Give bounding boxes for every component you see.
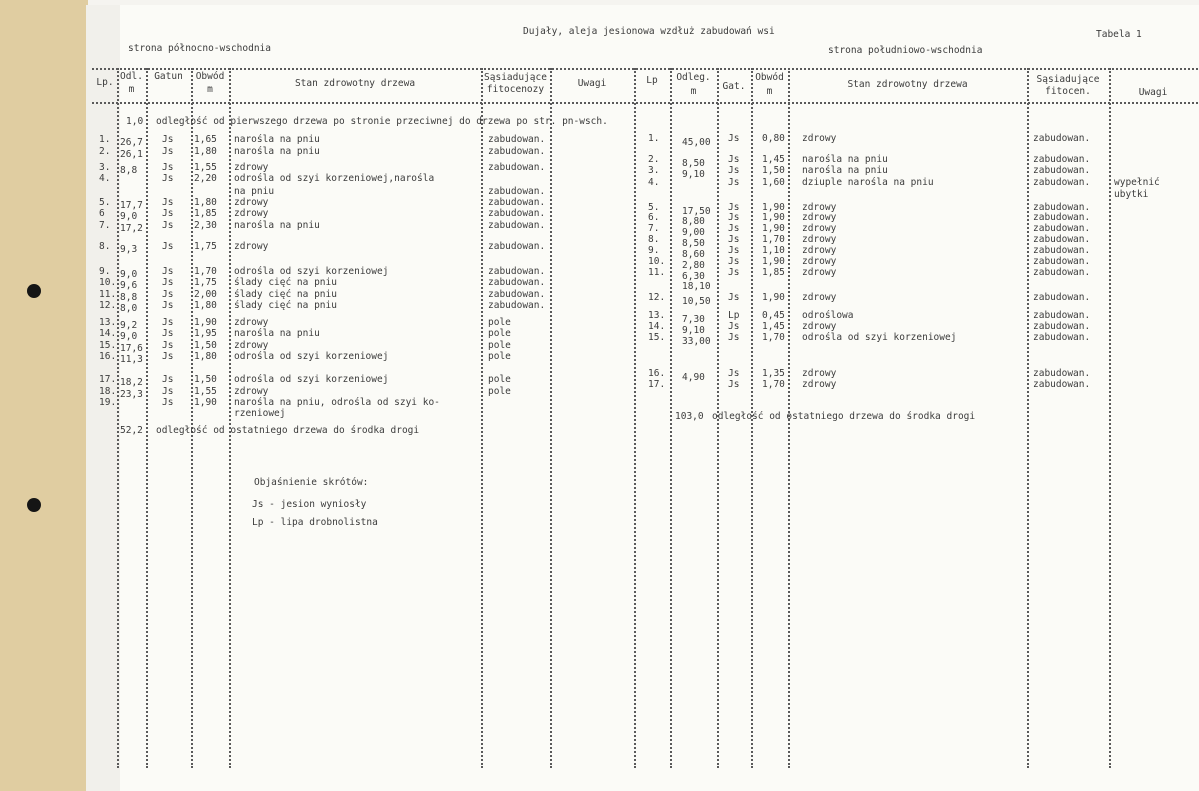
left-lp: 3. — [99, 162, 111, 173]
left-species: Js — [162, 197, 174, 208]
right-health-state: zdrowy — [802, 292, 837, 303]
left-lp: 13. — [99, 317, 117, 328]
right-circumference: 1,90 — [762, 292, 785, 303]
right-neighbouring-phytocoenosis: zabudowan. — [1033, 133, 1091, 144]
header-r-odl-top: Odleg. — [676, 72, 711, 83]
right-neighbouring-phytocoenosis: zabudowan. — [1033, 332, 1091, 343]
left-circumference: 1,80 — [194, 300, 217, 311]
right-circumference: 1,45 — [762, 154, 785, 165]
left-neighbouring-phytocoenosis: pole — [488, 340, 511, 351]
right-distance: 45,00 — [682, 137, 711, 148]
left-lp: 14. — [99, 328, 117, 339]
right-health-state: zdrowy — [802, 379, 837, 390]
right-circumference: 1,90 — [762, 202, 785, 213]
left-lp: 5. — [99, 197, 111, 208]
left-lp: 11. — [99, 289, 117, 300]
right-species: Js — [728, 321, 740, 332]
right-distance: 33,00 — [682, 336, 711, 347]
right-lp: 10. — [648, 256, 666, 267]
left-species: Js — [162, 266, 174, 277]
left-circumference: 2,00 — [194, 289, 217, 300]
right-circumference: 0,45 — [762, 310, 785, 321]
left-neighbouring-phytocoenosis: zabudowan. — [488, 146, 546, 157]
right-distance: 8,80 — [682, 216, 705, 227]
left-neighbouring-phytocoenosis: zabudowan. — [488, 241, 546, 252]
left-health-state: ślady cięć na pniu — [234, 277, 337, 288]
right-distance: 8,50 — [682, 238, 705, 249]
left-distance: 8,8 — [120, 165, 138, 176]
right-health-state: odroślowa — [802, 310, 854, 321]
left-lp: 6 — [99, 208, 105, 219]
right-neighbouring-phytocoenosis: zabudowan. — [1033, 379, 1091, 390]
right-lp: 16. — [648, 368, 666, 379]
right-health-state: zdrowy — [802, 212, 837, 223]
left-distance: 9,0 — [120, 269, 138, 280]
side-label-left: strona północno-wschodnia — [128, 43, 271, 54]
right-circumference: 1,70 — [762, 379, 785, 390]
right-species: Js — [728, 379, 740, 390]
left-circumference: 1,75 — [194, 277, 217, 288]
left-distance: 9,0 — [120, 211, 138, 222]
left-distance: 9,6 — [120, 280, 138, 291]
left-circumference: 1,90 — [194, 397, 217, 408]
left-health-state: ślady cięć na pniu — [234, 300, 337, 311]
right-circumference: 1,60 — [762, 177, 785, 188]
right-species: Js — [728, 223, 740, 234]
left-health-state: zdrowy — [234, 241, 269, 252]
header-r-sas2: fitocen. — [1045, 86, 1091, 97]
right-species: Js — [728, 202, 740, 213]
right-species: Js — [728, 267, 740, 278]
punch-hole — [27, 498, 41, 512]
header-r-uwagi: Uwagi — [1138, 87, 1168, 98]
left-neighbouring-phytocoenosis: zabudowan. — [488, 300, 546, 311]
column-divider — [550, 68, 552, 768]
column-divider — [634, 68, 636, 768]
right-health-state: zdrowy — [802, 223, 837, 234]
right-lp: 2. — [648, 154, 660, 165]
right-neighbouring-phytocoenosis: zabudowan. — [1033, 310, 1091, 321]
left-health-state: narośla na pniu, odrośla od szyi ko- — [234, 397, 440, 408]
left-species: Js — [162, 340, 174, 351]
right-distance: 17,50 — [682, 206, 711, 217]
left-species: Js — [162, 208, 174, 219]
right-lp: 13. — [648, 310, 666, 321]
column-divider — [229, 68, 231, 768]
left-lp: 18. — [99, 386, 117, 397]
right-circumference: 1,90 — [762, 212, 785, 223]
right-species: Lp — [728, 310, 740, 321]
right-health-state: zdrowy — [802, 321, 837, 332]
right-lp: 14. — [648, 321, 666, 332]
right-species: Js — [728, 154, 740, 165]
left-species: Js — [162, 146, 174, 157]
left-species: Js — [162, 328, 174, 339]
left-intro-distance: 1,0 — [126, 116, 144, 127]
left-neighbouring-phytocoenosis: pole — [488, 317, 511, 328]
left-intro-text: odległość od pierwszego drzewa po stronie przeciwnej do drzewa po str. pn-wsch. — [156, 116, 608, 127]
right-circumference: 1,35 — [762, 368, 785, 379]
header-sas1: Sąsiadujące — [484, 72, 547, 83]
left-health-state: zdrowy — [234, 340, 269, 351]
legend-item: Lp - lipa drobnolistna — [252, 517, 378, 528]
left-circumference: 1,85 — [194, 208, 217, 219]
left-neighbouring-phytocoenosis: zabudowan. — [488, 220, 546, 231]
left-lp: 9. — [99, 266, 111, 277]
left-distance: 17,7 — [120, 200, 143, 211]
right-neighbouring-phytocoenosis: zabudowan. — [1033, 223, 1091, 234]
right-neighbouring-phytocoenosis: zabudowan. — [1033, 368, 1091, 379]
left-health-state: zdrowy — [234, 162, 269, 173]
left-neighbouring-phytocoenosis: zabudowan. — [488, 277, 546, 288]
right-distance: 8,50 — [682, 158, 705, 169]
left-circumference: 1,50 — [194, 374, 217, 385]
right-species: Js — [728, 165, 740, 176]
left-lp: 7. — [99, 220, 111, 231]
header-r-odl-unit: m — [690, 86, 697, 97]
right-species: Js — [728, 245, 740, 256]
left-circumference: 1,80 — [194, 351, 217, 362]
left-lp: 1. — [99, 134, 111, 145]
right-species: Js — [728, 177, 740, 188]
left-health-state: na pniu — [234, 186, 275, 197]
column-divider — [117, 68, 119, 768]
right-species: Js — [728, 368, 740, 379]
right-health-state: zdrowy — [802, 256, 837, 267]
left-lp: 12. — [99, 300, 117, 311]
column-divider — [191, 68, 193, 768]
header-odl-unit: m — [128, 84, 135, 95]
right-distance: 9,10 — [682, 325, 705, 336]
right-lp: 5. — [648, 202, 660, 213]
left-health-state: odrośla od szyi korzeniowej — [234, 374, 389, 385]
legend-item: Js - jesion wyniosły — [252, 499, 367, 510]
right-footer-text: odległość od ostatniego drzewa do środka drogi — [712, 411, 976, 422]
right-species: Js — [728, 212, 740, 223]
header-uwagi: Uwagi — [577, 78, 607, 89]
right-neighbouring-phytocoenosis: zabudowan. — [1033, 256, 1091, 267]
left-species: Js — [162, 277, 174, 288]
left-circumference: 1,50 — [194, 340, 217, 351]
right-health-state: odrośla od szyi korzeniowej — [802, 332, 957, 343]
left-health-state: odrośla od szyi korzeniowej — [234, 351, 389, 362]
left-species: Js — [162, 289, 174, 300]
header-lp: Lp. — [96, 77, 114, 88]
left-lp: 19. — [99, 397, 117, 408]
left-species: Js — [162, 386, 174, 397]
right-distance: 18,10 — [682, 281, 711, 292]
right-lp: 12. — [648, 292, 666, 303]
column-divider — [146, 68, 148, 768]
right-species: Js — [728, 292, 740, 303]
right-circumference: 1,70 — [762, 332, 785, 343]
right-health-state: zdrowy — [802, 202, 837, 213]
right-lp: 9. — [648, 245, 660, 256]
left-distance: 17,2 — [120, 223, 143, 234]
right-distance: 8,60 — [682, 249, 705, 260]
right-lp: 15. — [648, 332, 666, 343]
left-distance: 9,3 — [120, 244, 138, 255]
right-circumference: 1,10 — [762, 245, 785, 256]
left-distance: 11,3 — [120, 354, 143, 365]
column-divider — [1109, 68, 1111, 768]
right-health-state: zdrowy — [802, 267, 837, 278]
right-neighbouring-phytocoenosis: zabudowan. — [1033, 202, 1091, 213]
right-circumference: 0,80 — [762, 133, 785, 144]
right-neighbouring-phytocoenosis: zabudowan. — [1033, 292, 1091, 303]
column-divider — [481, 68, 483, 768]
left-circumference: 1,70 — [194, 266, 217, 277]
left-neighbouring-phytocoenosis: pole — [488, 374, 511, 385]
left-species: Js — [162, 317, 174, 328]
header-r-stan: Stan zdrowotny drzewa — [847, 79, 968, 90]
left-distance: 18,2 — [120, 377, 143, 388]
header-r-gat: Gat. — [722, 81, 746, 92]
right-remarks: ubytki — [1114, 189, 1149, 200]
left-lp: 15. — [99, 340, 117, 351]
left-neighbouring-phytocoenosis: zabudowan. — [488, 208, 546, 219]
header-sas2: fitocenozy — [486, 84, 545, 95]
legend-title: Objaśnienie skrótów: — [254, 477, 369, 488]
left-species: Js — [162, 300, 174, 311]
left-neighbouring-phytocoenosis: zabudowan. — [488, 186, 546, 197]
right-circumference: 1,50 — [762, 165, 785, 176]
left-distance: 8,0 — [120, 303, 138, 314]
right-health-state: zdrowy — [802, 234, 837, 245]
left-lp: 4. — [99, 173, 111, 184]
right-lp: 11. — [648, 267, 666, 278]
punch-hole — [27, 284, 41, 298]
left-neighbouring-phytocoenosis: pole — [488, 351, 511, 362]
left-health-state: narośla na pniu — [234, 328, 320, 339]
header-obwod-top: Obwód — [195, 71, 225, 82]
left-distance: 9,0 — [120, 331, 138, 342]
right-health-state: zdrowy — [802, 133, 837, 144]
right-species: Js — [728, 133, 740, 144]
right-distance: 6,30 — [682, 271, 705, 282]
right-distance: 2,80 — [682, 260, 705, 271]
left-lp: 17. — [99, 374, 117, 385]
left-health-state: ślady cięć na pniu — [234, 289, 337, 300]
right-species: Js — [728, 256, 740, 267]
right-neighbouring-phytocoenosis: zabudowan. — [1033, 267, 1091, 278]
left-neighbouring-phytocoenosis: pole — [488, 328, 511, 339]
left-footer-distance: 52,2 — [120, 425, 143, 436]
right-neighbouring-phytocoenosis: zabudowan. — [1033, 165, 1091, 176]
right-distance: 9,10 — [682, 169, 705, 180]
header-gatunek: Gatun — [154, 71, 183, 82]
header-obwod-unit: m — [207, 84, 213, 95]
right-neighbouring-phytocoenosis: zabudowan. — [1033, 154, 1091, 165]
left-neighbouring-phytocoenosis: pole — [488, 386, 511, 397]
right-lp: 7. — [648, 223, 660, 234]
left-footer-text: odległość od ostatniego drzewa do środka drogi — [156, 425, 420, 436]
right-health-state: narośla na pniu — [802, 154, 888, 165]
left-circumference: 1,80 — [194, 197, 217, 208]
header-r-lp: Lp — [646, 75, 658, 86]
left-neighbouring-phytocoenosis: zabudowan. — [488, 134, 546, 145]
left-lp: 16. — [99, 351, 117, 362]
right-health-state: dziuple narośla na pniu — [802, 177, 934, 188]
left-neighbouring-phytocoenosis: zabudowan. — [488, 197, 546, 208]
left-circumference: 1,55 — [194, 386, 217, 397]
left-circumference: 2,30 — [194, 220, 217, 231]
column-divider — [670, 68, 672, 768]
right-species: Js — [728, 332, 740, 343]
right-distance: 9,00 — [682, 227, 705, 238]
left-health-state: zdrowy — [234, 386, 269, 397]
right-circumference: 1,70 — [762, 234, 785, 245]
left-species: Js — [162, 162, 174, 173]
left-distance: 26,1 — [120, 149, 143, 160]
left-neighbouring-phytocoenosis: zabudowan. — [488, 266, 546, 277]
left-distance: 26,7 — [120, 137, 143, 148]
header-odl-top: Odl. — [120, 71, 143, 82]
left-species: Js — [162, 351, 174, 362]
left-lp: 10. — [99, 277, 117, 288]
right-lp: 1. — [648, 133, 660, 144]
side-label-right: strona południowo-wschodnia — [828, 45, 983, 56]
right-circumference: 1,90 — [762, 223, 785, 234]
left-health-state: odrośla od szyi korzeniowej,narośla — [234, 173, 435, 184]
left-neighbouring-phytocoenosis: zabudowan. — [488, 289, 546, 300]
left-health-state: narośla na pniu — [234, 134, 320, 145]
rule-line — [92, 102, 1198, 104]
right-species: Js — [728, 234, 740, 245]
table-number: Tabela 1 — [1096, 29, 1142, 40]
right-lp: 8. — [648, 234, 660, 245]
left-neighbouring-phytocoenosis: zabudowan. — [488, 162, 546, 173]
right-remarks: wypełnić — [1114, 177, 1160, 188]
left-health-state: rzeniowej — [234, 408, 286, 419]
left-distance: 8,8 — [120, 292, 138, 303]
document-title: Dujały, aleja jesionowa wzdłuż zabudowań wsi — [523, 26, 775, 37]
right-lp: 4. — [648, 177, 660, 188]
column-divider — [1027, 68, 1029, 768]
right-distance: 10,50 — [682, 296, 711, 307]
left-species: Js — [162, 220, 174, 231]
left-species: Js — [162, 397, 174, 408]
right-circumference: 1,90 — [762, 256, 785, 267]
left-circumference: 1,90 — [194, 317, 217, 328]
binder-background — [0, 0, 88, 791]
right-neighbouring-phytocoenosis: zabudowan. — [1033, 177, 1091, 188]
left-distance: 17,6 — [120, 343, 143, 354]
header-r-sas1: Sąsiadujące — [1036, 74, 1100, 85]
left-circumference: 1,75 — [194, 241, 217, 252]
left-circumference: 1,95 — [194, 328, 217, 339]
right-lp: 6. — [648, 212, 660, 223]
right-distance: 4,90 — [682, 372, 705, 383]
left-health-state: narośla na pniu — [234, 220, 320, 231]
right-health-state: narośla na pniu — [802, 165, 888, 176]
left-health-state: zdrowy — [234, 197, 269, 208]
right-neighbouring-phytocoenosis: zabudowan. — [1033, 245, 1091, 256]
right-distance: 7,30 — [682, 314, 705, 325]
right-lp: 3. — [648, 165, 660, 176]
left-health-state: odrośla od szyi korzeniowej — [234, 266, 389, 277]
left-species: Js — [162, 173, 174, 184]
left-species: Js — [162, 134, 174, 145]
right-footer-distance: 103,0 — [675, 411, 704, 422]
left-health-state: narośla na pniu — [234, 146, 320, 157]
right-neighbouring-phytocoenosis: zabudowan. — [1033, 212, 1091, 223]
left-circumference: 1,65 — [194, 134, 217, 145]
right-circumference: 1,45 — [762, 321, 785, 332]
left-circumference: 2,20 — [194, 173, 217, 184]
left-circumference: 1,55 — [194, 162, 217, 173]
header-r-obwod-top: Obwód — [755, 72, 784, 83]
left-species: Js — [162, 241, 174, 252]
header-r-obwod-unit: m — [766, 86, 773, 97]
right-health-state: zdrowy — [802, 368, 837, 379]
left-lp: 8. — [99, 241, 111, 252]
right-neighbouring-phytocoenosis: zabudowan. — [1033, 234, 1091, 245]
right-circumference: 1,85 — [762, 267, 785, 278]
left-species: Js — [162, 374, 174, 385]
left-distance: 9,2 — [120, 320, 138, 331]
left-lp: 2. — [99, 146, 111, 157]
rule-line — [92, 68, 1198, 70]
right-neighbouring-phytocoenosis: zabudowan. — [1033, 321, 1091, 332]
header-stan: Stan zdrowotny drzewa — [294, 78, 416, 89]
left-distance: 23,3 — [120, 389, 143, 400]
left-health-state: zdrowy — [234, 208, 269, 219]
right-health-state: zdrowy — [802, 245, 837, 256]
right-lp: 17. — [648, 379, 666, 390]
left-circumference: 1,80 — [194, 146, 217, 157]
left-health-state: zdrowy — [234, 317, 269, 328]
